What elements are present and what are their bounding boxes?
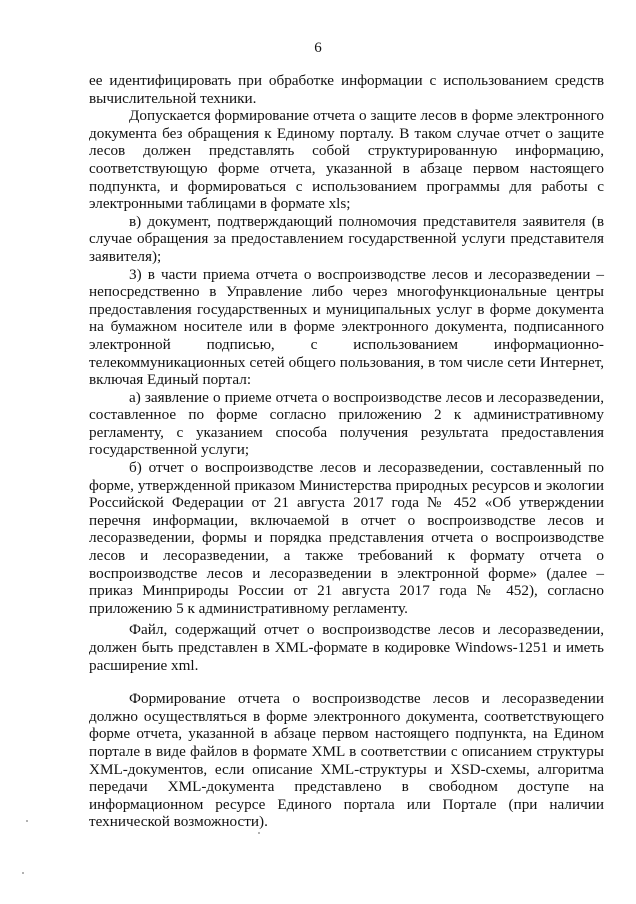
- paragraph-file-format: Файл, содержащий отчет о воспроизводстве лесов и лесоразведении, должен быть представлен в XML-формате в кодировке Windows-1251 и иметь расширение xml.: [89, 621, 604, 674]
- scan-speck: [22, 872, 24, 874]
- paragraph-item-a: а) заявление о приеме отчета о воспроизводстве лесов и лесоразведении, составленное по форме согласно приложению 2 к административному регламенту, с указанием способа получения результата предоставления государственной услуги;: [89, 388, 604, 459]
- scan-speck: [258, 832, 260, 834]
- page-number: 6: [314, 40, 322, 56]
- paragraph-electronic-form-protection: Допускается формирование отчета о защите лесов в форме электронного документа без обращения к Единому порталу. В таком случае отчет о защите лесов должен представлять собой структурированную информацию, соответствующую форме отчета, указанной в абзаце первом настоящего подпункта, и формироваться с использованием программы для работы с электронными таблицами в формате xls;: [89, 107, 604, 213]
- document-body: [89, 72, 604, 831]
- paragraph-xml-generation: Формирование отчета о воспроизводстве лесов и лесоразведении должно осуществляться в форме электронного документа, соответствующего форме отчета, указанной в абзаце первом настоящего подпункта, на Едином портале в виде файлов в формате XML в соответствии с описанием структуры XML-документов, если описание XML-структуры и XSD-схемы, алгоритма передачи XML-документа представлено в свободном доступе на информационном ресурсе Единого портала или Портале (при наличии технической возможности).: [89, 690, 604, 831]
- scan-speck: [26, 820, 28, 822]
- paragraph-item-v: в) документ, подтверждающий полномочия представителя заявителя (в случае обращения за предоставлением государственной услуги представителя заявителя);: [89, 212, 604, 265]
- paragraph-continuation: ее идентифицировать при обработке информации с использованием средств вычислительной техники.: [89, 72, 604, 107]
- paragraph-item-b: б) отчет о воспроизводстве лесов и лесоразведении, составленный по форме, утвержденной приказом Министерства природных ресурсов и экологии Российской Федерации от 21 августа 2017 года № 452 «Об утверждении перечня информации, включаемой в отчет о воспроизводстве лесов и лесоразведении, формы и порядка представления отчета о воспроизводстве лесов и лесоразведении, а также требований к формату отчета о воспроизводстве лесов и лесоразведении в электронной форме» (далее – приказ Минприроды России от 21 августа 2017 года № 452), согласно приложению 5 к административному регламенту.: [89, 459, 604, 617]
- paragraph-item-3: 3) в части приема отчета о воспроизводстве лесов и лесоразведении – непосредственно в Управление либо через многофункциональные центры предоставления государственных и муниципальных услуг в форме документа на бумажном носителе или в форме электронного документа, подписанного электронной подписью, с использованием информационно-телекоммуникационных сетей общего пользования, в том числе сети Интернет, включая Единый портал:: [89, 265, 604, 389]
